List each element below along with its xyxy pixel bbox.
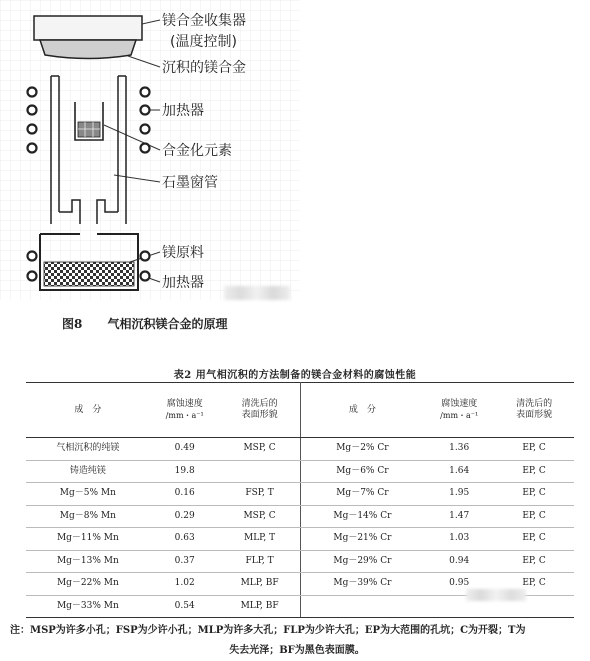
table-note — [10, 621, 584, 661]
cell-rate: 0.95 — [424, 573, 494, 596]
table-row — [26, 505, 574, 528]
cell-surface: EP, C — [494, 438, 574, 461]
cell-composition — [300, 595, 424, 618]
header-rate-right — [424, 383, 494, 438]
label-heater-top: 加热器 — [162, 103, 204, 119]
graphite-tube — [51, 76, 126, 224]
table-header-row — [26, 383, 574, 438]
cell-composition: Mg－8% Mn — [26, 505, 150, 528]
cell-composition: Mg－14% Cr — [300, 505, 424, 528]
cell-surface: FSP, T — [220, 483, 300, 506]
cell-surface: MLP, BF — [220, 573, 300, 596]
cell-surface — [220, 460, 300, 483]
cell-surface: EP, C — [494, 550, 574, 573]
cell-composition: Mg－11% Mn — [26, 528, 150, 551]
header-rate-title: 腐蚀速度 — [441, 399, 478, 409]
cell-composition: Mg－39% Cr — [300, 573, 424, 596]
header-surface-line2: 表面形貌 — [516, 410, 553, 420]
vapor-deposition-diagram — [0, 0, 300, 300]
header-rate-unit: /mm・a⁻¹ — [165, 411, 204, 420]
cell-rate: 0.54 — [150, 595, 220, 618]
cell-surface: MSP, C — [220, 438, 300, 461]
cell-surface: MSP, C — [220, 505, 300, 528]
cell-rate: 1.47 — [424, 505, 494, 528]
label-mg-raw: 镁原料 — [162, 245, 204, 261]
heater-coils-left — [28, 88, 37, 281]
note-line-1: 注：MSP为许多小孔；FSP为少许小孔；MLP为许多大孔；FLP为少许大孔；EP为大范围的孔坑；C为开裂；T为 — [10, 625, 526, 636]
cell-composition: Mg－22% Mn — [26, 573, 150, 596]
table-row — [26, 438, 574, 461]
header-composition-left: 成 分 — [26, 383, 150, 438]
caption-text: 气相沉积镁合金的原理 — [107, 317, 228, 331]
collector-plate — [34, 16, 142, 40]
note-line-2: 失去光泽；BF为黑色表面膜。 — [229, 645, 365, 656]
table-title: 表2 用气相沉积的方法制备的镁合金材料的腐蚀性能 — [173, 370, 417, 381]
label-graphite-tube: 石墨窗管 — [162, 175, 218, 191]
cell-composition: Mg－6% Cr — [300, 460, 424, 483]
cell-rate: 0.49 — [150, 438, 220, 461]
header-composition-right: 成 分 — [300, 383, 424, 438]
deposited-alloy-shape — [40, 40, 136, 59]
cell-rate: 1.36 — [424, 438, 494, 461]
cell-rate: 0.94 — [424, 550, 494, 573]
leader-lines — [104, 20, 160, 282]
cell-rate: 19.8 — [150, 460, 220, 483]
cell-rate: 0.29 — [150, 505, 220, 528]
cell-composition: 气相沉积的纯镁 — [26, 438, 150, 461]
header-surface-right — [494, 383, 574, 438]
alloy-element-fill — [78, 122, 100, 137]
raw-mg-fill — [44, 262, 134, 286]
caption-number: 图8 — [62, 317, 83, 331]
figure-area — [0, 0, 300, 300]
cell-rate: 1.64 — [424, 460, 494, 483]
cell-composition: Mg－7% Cr — [300, 483, 424, 506]
header-rate-left — [150, 383, 220, 438]
cell-composition: Mg－29% Cr — [300, 550, 424, 573]
cell-composition: Mg－21% Cr — [300, 528, 424, 551]
table-row — [26, 550, 574, 573]
cell-composition: Mg－2% Cr — [300, 438, 424, 461]
cell-surface: EP, C — [494, 483, 574, 506]
cell-composition: Mg－13% Mn — [26, 550, 150, 573]
cell-rate: 0.63 — [150, 528, 220, 551]
cell-composition: Mg－5% Mn — [26, 483, 150, 506]
label-alloy-elements: 合金化元素 — [162, 143, 232, 159]
cell-rate: 0.37 — [150, 550, 220, 573]
cell-rate: 1.02 — [150, 573, 220, 596]
table-row — [26, 528, 574, 551]
header-surface-line2: 表面形貌 — [241, 410, 278, 420]
header-surface-line1: 清洗后的 — [241, 399, 278, 409]
header-surface-line1: 清洗后的 — [516, 399, 553, 409]
header-rate-unit: /mm・a⁻¹ — [440, 411, 479, 420]
cell-rate: 1.95 — [424, 483, 494, 506]
label-heater-bottom: 加热器 — [162, 275, 204, 291]
label-deposited: 沉积的镁合金 — [162, 60, 246, 76]
cell-rate: 1.03 — [424, 528, 494, 551]
cell-surface: EP, C — [494, 573, 574, 596]
cell-composition: Mg－33% Mn — [26, 595, 150, 618]
figure-caption — [62, 315, 227, 332]
header-rate-title: 腐蚀速度 — [166, 399, 203, 409]
blurred-watermark — [224, 286, 290, 300]
heater-coils-right — [141, 88, 150, 281]
cell-surface: EP, C — [494, 460, 574, 483]
table-row — [26, 483, 574, 506]
label-collector: 镁合金收集器 — [162, 13, 246, 29]
cell-rate: 0.16 — [150, 483, 220, 506]
cell-composition: 铸造纯镁 — [26, 460, 150, 483]
cell-surface: EP, C — [494, 505, 574, 528]
table-row — [26, 460, 574, 483]
cell-surface: MLP, T — [220, 528, 300, 551]
cell-surface: MLP, BF — [220, 595, 300, 618]
blurred-watermark — [466, 589, 526, 601]
corrosion-table — [26, 382, 574, 618]
cell-surface: EP, C — [494, 528, 574, 551]
label-temp-control: (温度控制) — [170, 34, 237, 50]
header-surface-left — [220, 383, 300, 438]
cell-surface: FLP, T — [220, 550, 300, 573]
